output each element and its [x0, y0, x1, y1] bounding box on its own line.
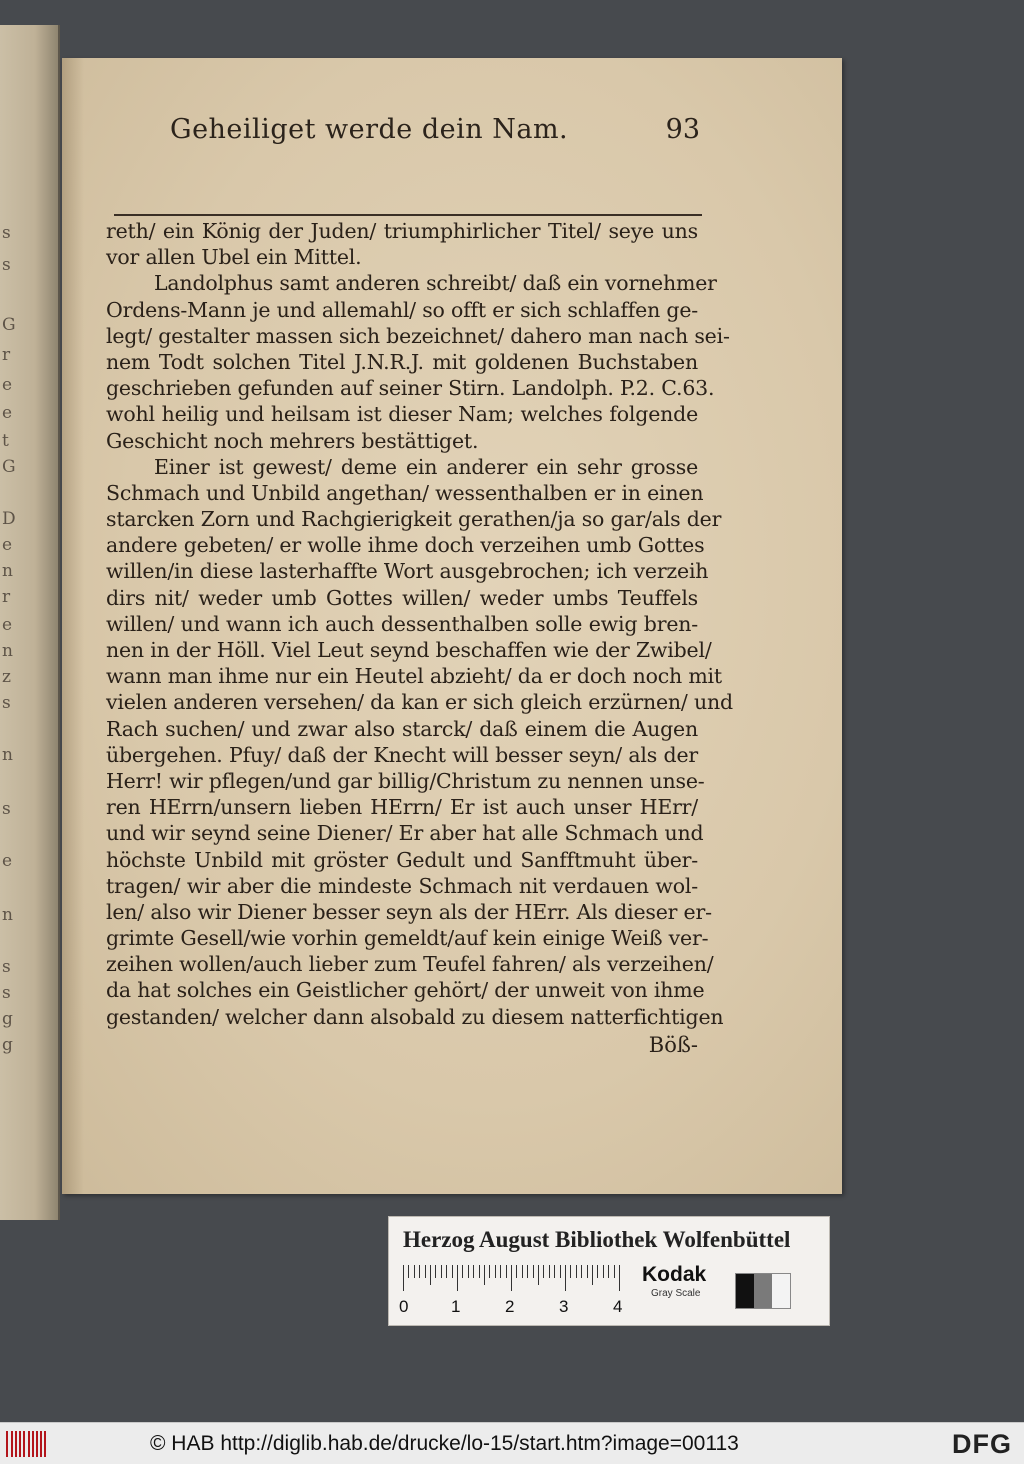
text-line: willen/in diese lasterhaffte Wort ausgebrochen; ich verzeih — [106, 559, 709, 584]
hab-barcode-icon — [6, 1431, 48, 1457]
dfg-logo: DFG — [952, 1429, 1012, 1459]
ruler-tick — [587, 1265, 588, 1278]
text-line: wann man ihme nur ein Heutel abzieht/ da er doch noch mit — [106, 664, 722, 689]
ruler-tick — [479, 1265, 480, 1278]
text-line: gestanden/ welcher dann alsobald zu diesem natterfichtigen — [106, 1004, 724, 1029]
barcode-bar — [15, 1431, 17, 1457]
text-line: geschrieben gefunden auf seiner Stirn. Landolph. P.2. C.63. — [106, 376, 715, 401]
ruler-label: 3 — [559, 1297, 569, 1316]
text-line: vor allen Ubel ein Mittel. — [106, 245, 362, 270]
text-line: andere gebeten/ er wolle ihme doch verzeihen umb Gottes — [106, 533, 705, 558]
text-line: nen in der Höll. Viel Leut seynd beschaffen wie der Zwibel/ — [106, 638, 712, 662]
gray-swatches — [735, 1273, 791, 1309]
text-line: starcken Zorn und Rachgierigkeit gerathen/ja so gar/als der — [106, 507, 722, 532]
barcode-bar — [40, 1431, 42, 1457]
ruler-tick — [403, 1265, 404, 1291]
text-line: übergehen. Pfuy/ daß der Knecht will besser seyn/ als der — [106, 742, 698, 767]
catchword: Böß- — [648, 1033, 698, 1057]
barcode-bar — [19, 1431, 21, 1457]
text-line: willen/ und wann ich auch dessenthalben solle ewig bren- — [106, 611, 698, 636]
previous-page-edge: s s G r e e t G D e n r e n z s n s e n s s g g — [0, 25, 60, 1220]
text-line: reth/ ein König der Juden/ triumphirlicher Titel/ seye uns — [106, 219, 698, 243]
ruler-label: 0 — [399, 1297, 409, 1316]
ruler-tick — [549, 1265, 550, 1278]
ruler-tick — [554, 1265, 555, 1278]
barcode-bar — [32, 1431, 34, 1457]
ruler-tick — [597, 1265, 598, 1278]
barcode-bar — [44, 1431, 46, 1457]
text-line: höchste Unbild mit gröster Gedult und Sanfftmuht über- — [106, 847, 698, 872]
ruler-tick — [408, 1265, 409, 1278]
running-title: Geheiliget werde dein Nam. — [170, 114, 569, 145]
color-target-card — [388, 1216, 830, 1326]
text-line: grimte Gesell/wie vorhin gemeldt/auf kein einige Weiß ver- — [106, 926, 709, 951]
text-line: Schmach und Unbild angethan/ wessenthalben er in einen — [106, 480, 704, 505]
ruler-tick — [506, 1265, 507, 1278]
ruler-tick — [603, 1265, 604, 1278]
ruler-tick — [522, 1265, 523, 1278]
ruler-tick — [457, 1265, 458, 1291]
text-line: zeihen wollen/auch lieber zum Teufel fahren/ als verzeihen/ — [106, 952, 714, 977]
ruler-tick — [446, 1265, 447, 1278]
ruler-label: 1 — [451, 1297, 461, 1316]
text-line: dirs nit/ weder umb Gottes willen/ weder umbs Teuffels — [106, 585, 698, 610]
footer-bar — [0, 1422, 1024, 1464]
ruler-tick — [592, 1265, 593, 1285]
ruler-tick — [576, 1265, 577, 1278]
barcode-bar — [6, 1431, 8, 1457]
ruler-tick — [473, 1265, 474, 1278]
barcode-bar — [23, 1431, 25, 1457]
text-line: legt/ gestalter massen sich bezeichnet/ dahero man nach sei- — [106, 323, 730, 348]
ruler-tick — [489, 1265, 490, 1278]
page-number: 93 — [665, 114, 700, 145]
copyright-link[interactable]: © HAB http://diglib.hab.de/drucke/lo-15/start.htm?image=00113 — [150, 1432, 739, 1455]
ruler-tick — [511, 1265, 512, 1291]
ruler-tick — [516, 1265, 517, 1278]
ruler-label: 4 — [613, 1297, 623, 1316]
ruler-tick — [430, 1265, 431, 1285]
ruler-tick — [570, 1265, 571, 1278]
text-line: Ordens-Mann je und allemahl/ so offt er sich schlaffen ge- — [106, 297, 698, 322]
text-line: nem Todt solchen Titel J.N.R.J. mit goldenen Buchstaben — [106, 349, 698, 374]
library-name: Herzog August Bibliothek Wolfenbüttel — [403, 1227, 791, 1252]
ruler-tick — [543, 1265, 544, 1278]
swatch-white — [772, 1274, 790, 1308]
text-line: Geschicht noch mehrers bestättiget. — [106, 428, 479, 453]
ruler-tick — [527, 1265, 528, 1278]
ruler-tick — [468, 1265, 469, 1278]
swatch-black — [736, 1274, 754, 1308]
ruler-tick — [441, 1265, 442, 1278]
text-line: wohl heilig und heilsam ist dieser Nam; welches folgende — [106, 402, 698, 427]
ruler-tick — [495, 1265, 496, 1278]
ruler-tick — [435, 1265, 436, 1278]
ruler-tick — [452, 1265, 453, 1278]
text-line: und wir seynd seine Diener/ Er aber hat alle Schmach und — [106, 821, 704, 846]
ruler-tick — [533, 1265, 534, 1278]
ruler-tick — [414, 1265, 415, 1278]
ruler-tick — [484, 1265, 485, 1285]
text-line: Herr! wir pflegen/und gar billig/Christum zu nennen unse- — [106, 768, 705, 793]
text-line: Rach suchen/ und zwar also starck/ daß einem die Augen — [106, 716, 698, 741]
ruler-tick — [565, 1265, 566, 1291]
header-rule — [114, 214, 702, 216]
ruler-tick — [462, 1265, 463, 1278]
text-block — [106, 218, 733, 1030]
barcode-bar — [36, 1431, 38, 1457]
text-line: Einer ist gewest/ deme ein anderer ein sehr grosse — [154, 454, 698, 479]
gray-scale-label: Gray Scale — [651, 1288, 701, 1299]
ruler-tick — [419, 1265, 420, 1278]
kodak-brand: Kodak — [642, 1263, 707, 1286]
text-line: len/ also wir Diener besser seyn als der HErr. Als dieser er- — [106, 899, 712, 924]
text-line: tragen/ wir aber die mindeste Schmach nit verdauen wol- — [106, 873, 698, 898]
ruler-scale — [403, 1265, 619, 1291]
text-line: Landolphus samt anderen schreibt/ daß ein vornehmer — [154, 271, 717, 296]
text-line: da hat solches ein Geistlicher gehört/ der unweit von ihme — [106, 978, 705, 1003]
barcode-bar — [28, 1431, 30, 1457]
swatch-gray — [754, 1274, 772, 1308]
ruler-tick — [560, 1265, 561, 1278]
ruler-tick — [608, 1265, 609, 1278]
ruler-tick — [425, 1265, 426, 1278]
ruler-label: 2 — [505, 1297, 515, 1316]
ruler-tick — [538, 1265, 539, 1285]
ruler-tick — [619, 1265, 620, 1291]
running-head — [170, 114, 700, 148]
barcode-bar — [11, 1431, 13, 1457]
ruler-tick — [500, 1265, 501, 1278]
ruler-tick — [614, 1265, 615, 1278]
ruler-tick — [581, 1265, 582, 1278]
text-line: vielen anderen versehen/ da kan er sich gleich erzürnen/ und — [106, 690, 733, 715]
text-line: ren HErrn/unsern lieben HErrn/ Er ist auch unser HErr/ — [106, 795, 698, 820]
